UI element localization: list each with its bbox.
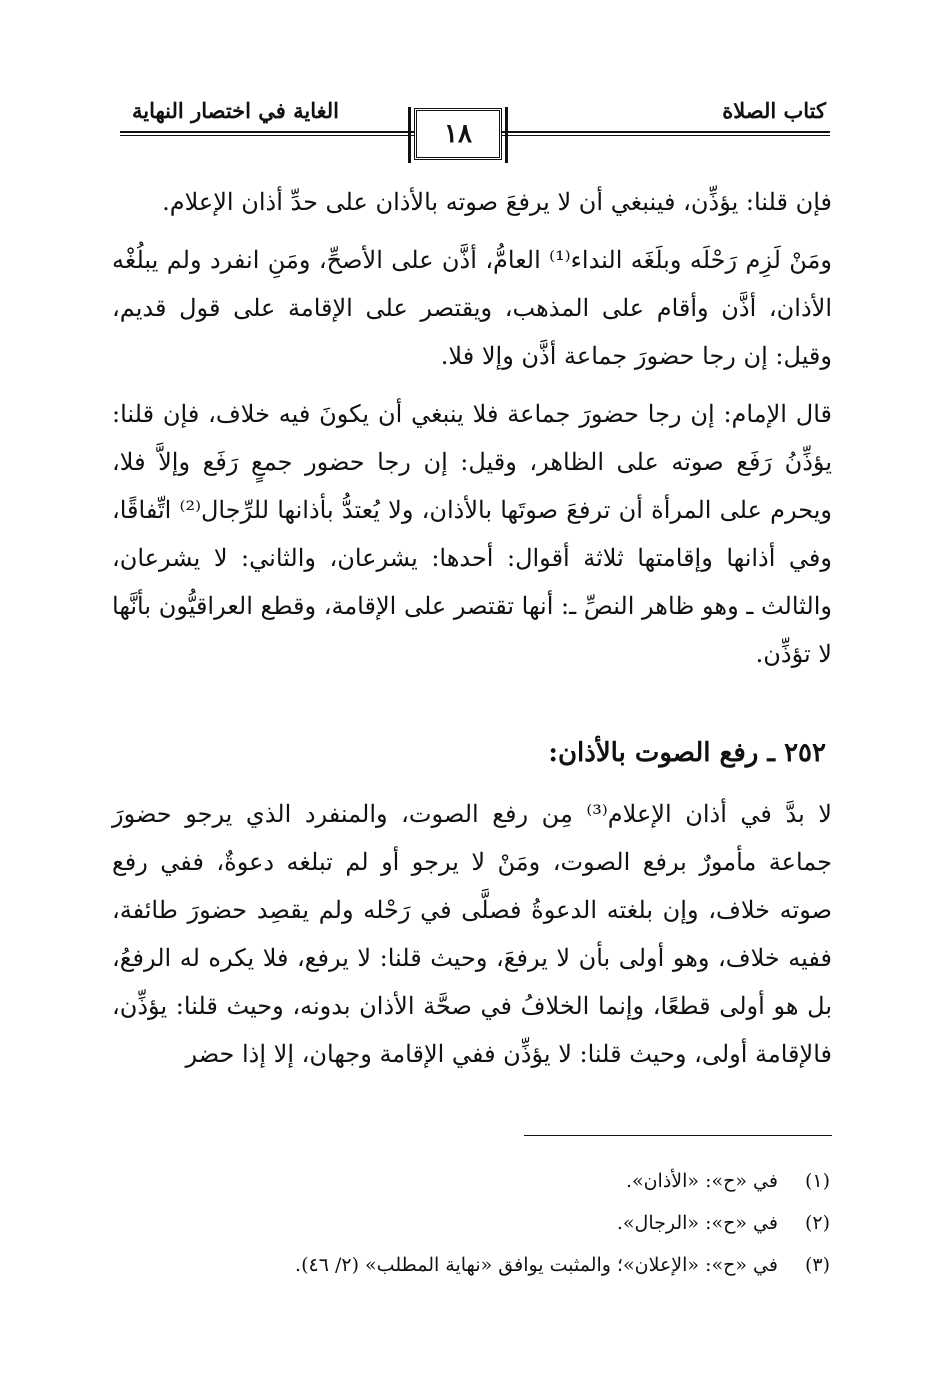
footnote-number: (٣): [804, 1254, 830, 1276]
section-paragraph: لا بدَّ في أذان الإعلام⁽³⁾ مِن رفع الصوت، والمنفرد الذي يرجو حضورَ جماعة مأمورٌ برفع الصوت، ومَنْ لا يرجو أو لم تبلغه دعوةٌ، ففي رفع صوته خلاف، وإن بلغته الدعوةُ فصلَّى في رَحْله ولم يقصِد حضورَ طائفة، ففيه خلاف، وهو أولى بأن لا يرفعَ، وحيث قلنا: لا يرفع، فلا يكره له الرفعُ، بل هو أولى قطعًا، وإنما الخلافُ في صحَّة الأذان بدونه، وحيث قلنا: يؤذِّن، فالإقامة أولى، وحيث قلنا: لا يؤذِّن ففي الإقامة وجهان، إلا إذا حضر: [112, 800, 832, 1068]
book-title: الغاية في اختصار النهاية: [132, 98, 339, 123]
paragraph-3: قال الإمام: إن رجا حضورَ جماعة فلا ينبغي أن يكونَ فيه خلاف، فإن قلنا: يؤذِّنُ رَفَع صوته على الظاهر، وقيل: إن رجا حضور جمعٍ رَفَع وإلاَّ فلا، ويحرم على المرأة أن ترفعَ صوتَها بالأذان، ولا يُعتدُّ بأذانها للرِّجال⁽²⁾ اتِّفاقًا، وفي أذانها وإقامتها ثلاثة أقوال: أحدها: يشرعان، والثاني: لا يشرعان، والثالث ـ وهو ظاهر النصِّ ـ: أنها تقتصر على الإقامة، وقطع العراقيُّون بأنَّها لا تؤذِّن.: [112, 400, 833, 668]
running-header: [0, 0, 948, 170]
footnotes: [150, 1160, 830, 1286]
main-text-section: [112, 790, 832, 1078]
footnote-text: في «ح»: «الإعلان»؛ والمثبت يوافق «نهاية المطلب» (٢/ ٤٦).: [295, 1254, 778, 1276]
paragraph-2: ومَنْ لَزِم رَحْلَه وبلَغَه النداء⁽¹⁾ العامُّ، أذَّن على الأصحِّ، ومَنِ انفرد ولم يبلُغْه الأذان، أذَّن وأقام على المذهب، ويقتصر على الإقامة على قول قديم، وقيل: إن رجا حضورَ جماعة أذَّن وإلا فلا.: [112, 246, 832, 370]
page-number-frame: [414, 108, 502, 160]
chapter-title: كتاب الصلاة: [722, 98, 826, 123]
paragraph-1: فإن قلنا: يؤذِّن، فينبغي أن لا يرفعَ صوته بالأذان على حدِّ أذان الإعلام.: [162, 188, 832, 216]
footnote-2: [150, 1202, 830, 1244]
footnote-number: (١): [804, 1170, 830, 1192]
footnote-text: في «ح»: «الرجال».: [616, 1212, 778, 1234]
footnote-3: [150, 1244, 830, 1286]
section-heading: ٢٥٢ ـ رفع الصوت بالأذان:: [548, 738, 826, 768]
footnote-text: في «ح»: «الأذان».: [625, 1170, 778, 1192]
footnote-rule: [524, 1135, 832, 1136]
footnote-1: [150, 1160, 830, 1202]
page-number: ١٨: [444, 119, 472, 149]
footnote-number: (٢): [804, 1212, 830, 1234]
main-text-top: [112, 178, 832, 678]
